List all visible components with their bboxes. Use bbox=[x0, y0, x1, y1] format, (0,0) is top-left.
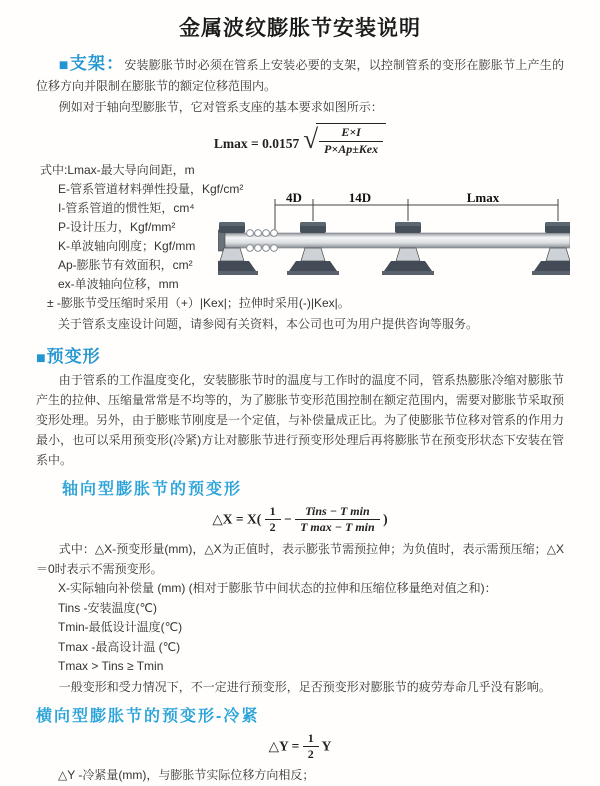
one-half-fraction bbox=[265, 505, 281, 536]
temperature-fraction bbox=[295, 505, 380, 536]
definition-line: P-设计压力，Kgf/mm² bbox=[58, 219, 176, 234]
minus-sign: − bbox=[284, 510, 292, 526]
lateral-formula-rhs: Y bbox=[321, 738, 332, 754]
pipe-support-diagram bbox=[218, 191, 570, 286]
radical-sign-icon: √ bbox=[303, 124, 319, 154]
lateral-dy-definition: △Y -冷紧量(mm)，与膨胀节实际位移方向相反； bbox=[58, 768, 315, 783]
lateral-subheading: 横向型膨胀节的预变形-冷紧 bbox=[36, 707, 260, 725]
one-half-fraction bbox=[303, 732, 319, 763]
support-section-heading bbox=[59, 54, 125, 73]
support-intro-text: 安装膨胀节时必须在管系上安装必要的支架，以控制管系的变形在膨胀节上产生的位移方向并限制在膨胀节的额定位移范围内。 bbox=[36, 58, 564, 93]
tmax-definition: Tmax -最高设计温 (℃) bbox=[58, 639, 181, 654]
axial-formula-rhs: ) bbox=[383, 510, 388, 526]
axial-formula bbox=[36, 505, 564, 536]
lateral-formula-lhs: △Y = bbox=[268, 738, 300, 754]
tmin-definition: Tmin-最低设计温度(℃) bbox=[58, 620, 183, 635]
temperature-inequality: Tmax > Tins ≥ Tmin bbox=[58, 659, 164, 674]
support-example-line: 例如对于轴向型膨胀节，它对管系支座的基本要求如图所示： bbox=[58, 100, 383, 114]
axial-x-definition: X-实际轴向补偿量 (mm) (相对于膨胀节中间状态的拉伸和压缩位移量绝对值之和)： bbox=[58, 581, 497, 596]
axial-explain-paragraph: 式中：△X-预变形量(mm)，△X为正值时，表示膨张节需预拉伸；为负值时，表示需预压缩；△X＝0时表示不需预变形。 bbox=[36, 542, 564, 577]
support-note-line: 关于管系支座设计问题，请参阅有关资料，本公司也可为用户提供咨询等服务。 bbox=[58, 316, 479, 331]
definition-line: ± -膨胀节受压缩时采用（+）|Kex|；拉伸时采用(-)|Kex|。 bbox=[47, 295, 350, 310]
pipe-support bbox=[532, 222, 570, 275]
definition-line: E-管系管道材料弹性投量，Kgf/cm² bbox=[58, 181, 244, 196]
predeform-heading-label: 预变形 bbox=[46, 346, 101, 366]
definition-line: Ap-膨胀节有效面积，cm² bbox=[58, 257, 193, 272]
axial-note-line: 一般变形和受力情况下，不一定进行预变形，足否预变形对膨胀节的疲劳寿命几乎没有影响。 bbox=[58, 679, 551, 694]
lmax-fraction-numerator: E×I bbox=[341, 125, 361, 139]
pipe bbox=[218, 233, 570, 248]
definition-line: I-管系管道的惯性矩，cm⁴ bbox=[58, 200, 195, 215]
axial-formula-lhs: △X = X( bbox=[212, 510, 262, 526]
document-content bbox=[0, 12, 600, 786]
support-intro-paragraph bbox=[36, 54, 564, 96]
temperature-fraction-denominator: T max − T min bbox=[295, 519, 380, 535]
predeform-section-heading bbox=[36, 342, 564, 368]
lmax-fraction-denominator: P×Ap±Kex bbox=[319, 141, 383, 157]
dimension-label-lmax: Lmax bbox=[466, 190, 500, 205]
predeform-paragraph: 由于管系的工作温度变化，安装膨胀节时的温度与工作时的温度不同，管系热膨胀冷缩对膨胀节产生的拉伸、压缩量常常是不均等的，为了膨胀节变形范围控制在额定范围内，需要对膨胀节采取预变形处理。另外，由于膨账节刚度是一个定值，与补偿量成正比。为了使膨胀节位移对管系的作用力最小，也可以采用预变形(冷紧)方让对膨胀节进行预变形处理后再将膨胀节在预变形状态下安装在管系中。 bbox=[36, 372, 565, 467]
page-title: 金属波纹膨胀节安装说明 bbox=[179, 17, 421, 40]
definition-line: ex-单波轴向位移，mm bbox=[58, 276, 179, 291]
definition-line: K-单波轴向刚度；Kgf/mm bbox=[58, 238, 196, 253]
sqrt-radical bbox=[303, 123, 386, 157]
definitions-and-diagram bbox=[36, 161, 564, 334]
dimension-label-14d: 14D bbox=[348, 190, 372, 205]
lmax-fraction bbox=[319, 126, 383, 157]
dimension-label-4d: 4D bbox=[286, 190, 302, 205]
pipe-support bbox=[382, 222, 434, 275]
axial-subheading: 轴向型膨胀节的预变形 bbox=[62, 480, 243, 498]
half-denominator: 2 bbox=[303, 746, 319, 762]
half-numerator: 1 bbox=[307, 730, 314, 745]
definition-line: 式中:Lmax-最大导向间距，m bbox=[40, 162, 195, 177]
temperature-fraction-numerator: Tins − T min bbox=[305, 503, 370, 518]
lateral-formula bbox=[36, 732, 564, 763]
half-numerator: 1 bbox=[269, 503, 276, 518]
tins-definition: Tins -安装温度(℃) bbox=[58, 600, 158, 615]
square-bullet-icon: ■ bbox=[58, 57, 70, 74]
support-heading-label: 支架： bbox=[69, 54, 125, 73]
square-bullet-icon: ■ bbox=[36, 349, 47, 367]
pipe-support bbox=[287, 222, 339, 275]
radicand bbox=[316, 123, 386, 157]
lmax-formula bbox=[36, 123, 564, 157]
lmax-formula-lhs: Lmax = 0.0157 bbox=[213, 136, 300, 151]
half-denominator: 2 bbox=[265, 519, 281, 535]
document-page bbox=[0, 12, 600, 783]
